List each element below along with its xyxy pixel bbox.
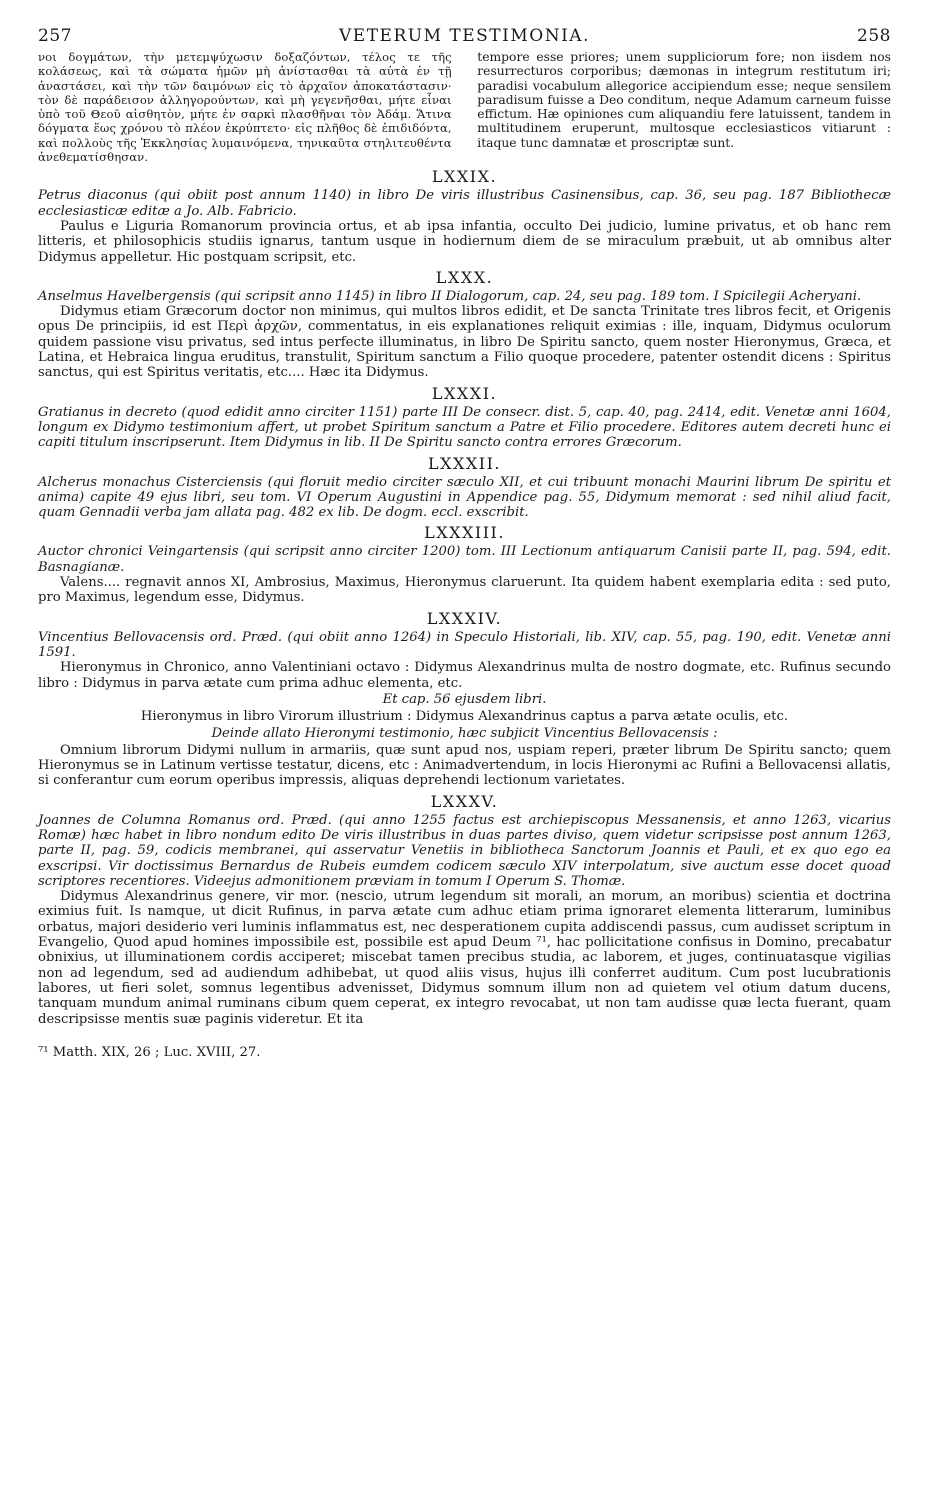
section-source: Joannes de Columna Romanus ord. Præd. (qui anno 1255 factus est archiepiscopus Messanensis, et anno 1263, vicarius Romæ) hæc habet in libro nondum edito De viris illustribus in duas partes diviso, quem videtur scripsisse post annum 1263, parte II, pag. 59, codicis membranei, qui asservatur Venetiis in bibliotheca Sanctorum Joannis et Pauli, et ex quo ego ea exscripsi. Vir doctissimus Bernardus de Rubeis eumdem codicem sæculo XIV interpolatum, sive auctum esse docet quoad scriptores recentiores. Videejus admonitionem præviam in tomum I Operum S. Thomæ.	[38, 812, 891, 889]
section-number: LXXXII.	[427, 453, 502, 473]
page-number-right: 258	[857, 26, 891, 46]
section-number: LXXXIII.	[424, 523, 505, 543]
quoted-line: Hieronymus in libro Virorum illustrium : Didymus Alexandrinus captus a parva ætate oculis, etc.	[140, 708, 789, 724]
running-title: VETERUM TESTIMONIA.	[339, 26, 590, 46]
section-source: Alcherus monachus Cisterciensis (qui floruit medio circiter sæculo XII, et cui tribuunt monachi Maurini librum De spiritu et anima) capite 49 ejus libri, seu tom. VI Operum Augustini in Appendice pag. 55, Didymum memorat : sed nihil aliud facit, quam Gennadii verba jam allata pag. 482 ex lib. De dogm. eccl. exscribit.	[38, 474, 891, 521]
subheading: Et cap. 56 ejusdem libri.	[382, 691, 547, 707]
section-81	[38, 384, 891, 451]
section-85	[38, 792, 891, 1027]
section-paragraph: Omnium librorum Didymi nullum in armariis, quæ sunt apud nos, uspiam reperi, præter librum De Spiritu sancto; quem Hieronymus se in Latinum vertisse testatur, dicens, etc : Animadvertendum, in locis Hieronymi ac Rufini a Bellovacensi allatis, si conferantur cum eorum operibus impressis, aliquas deprehendi lectionum varietates.	[38, 742, 891, 789]
section-number: LXXXV.	[430, 791, 499, 811]
section-79	[38, 167, 891, 264]
section-source: Auctor chronici Veingartensis (qui scripsit anno circiter 1200) tom. III Lectionum antiquarum Canisii parte II, pag. 594, edit. Basnagianæ.	[38, 544, 891, 575]
section-number: LXXXIV.	[426, 608, 503, 628]
section-source: Vincentius Bellovacensis ord. Præd. (qui obiit anno 1264) in Speculo Historiali, lib. XIV, cap. 55, pag. 190, edit. Venetæ anni 1591.	[38, 629, 891, 660]
section-80	[38, 268, 891, 381]
section-84	[38, 609, 891, 789]
page-number-left: 257	[38, 26, 72, 46]
section-source: Petrus diaconus (qui obiit post annum 1140) in libro De viris illustribus Casinensibus, cap. 36, seu pag. 187 Bibliothecæ ecclesiasticæ editæ a Jo. Alb. Fabricio.	[38, 188, 891, 219]
section-83	[38, 523, 891, 605]
section-paragraph: Paulus e Liguria Romanorum provincia ortus, et ab ipsa infantia, occulto Dei judicio, lumine privatus, et ob hanc rem litteris, et philosophicis studiis ignarus, tantum usque in hodiernum diem de se miraculum præbuit, ut ab omnibus alter Didymus appelletur. Hic postquam scripsit, etc.	[38, 218, 891, 265]
section-paragraph: Valens.... regnavit annos XI, Ambrosius, Maximus, Hieronymus claruerunt. Ita quidem habent exemplaria edita : sed puto, pro Maximus, legendum esse, Didymus.	[38, 575, 891, 606]
section-paragraph: Hieronymus in Chronico, anno Valentiniani octavo : Didymus Alexandrinus multa de nostro dogmate, etc. Rufinus secundo libro : Didymus in parva ætate cum prima adhuc elementa, etc.	[38, 660, 891, 691]
latin-column: tempore esse priores; unem suppliciorum fore; non iisdem nos resurrecturos corporibus; dæmonas in integrum restitutum iri; paradisi vocabulum allegorice accipiendum esse; neque sensilem paradisum fuisse a Deo conditum, neque Adamum carneum fuisse effictum. Hæ opiniones cum aliquandiu fere latuissent, tandem in multitudinem eruperunt, multosque ecclesiasticos vitiarunt : itaque tunc damnatæ et proscriptæ sunt.	[477, 50, 891, 150]
section-number: LXXX.	[435, 267, 494, 287]
section-paragraph: Didymus Alexandrinus genere, vir mor. (nescio, utrum legendum sit morali, an morum, an moribus) scientia et doctrina eximius fuit. Is namque, ut dicit Rufinus, in parva ætate cum adhuc etiam prima ignoraret elementa litterarum, luminibus orbatus, majori desiderio veri luminis inflammatus est, nec desperationem cupita addiscendi passus, cum audisset scriptum in Evangelio, Quod apud homines impossibile est, possibile est apud Deum ⁷¹, hac pollicitatione confisus in Domino, precabatur obnixius, ut illuminationem cordis acciperet; miscebat tamen precibus studia, ac laborem, et juges, continuatasque vigilias non ad legendum, sed ad audiendum adhibebat, ut quod aliis visus, hujus illi conferret auditum. Cum post lucubrationis labores, ut fieri solet, somnus legentibus advenisset, Didymus somnum illum non ad quietem vel otium datum ducens, tanquam mundum animal ruminans cibum quem ceperat, ex integro revocabat, ut non tam audisse quæ lecta fuerant, quam descripsisse mentis suæ paginis videretur. Et ita	[38, 889, 891, 1027]
subheading: Deinde allato Hieronymi testimonio, hæc subjicit Vincentius Bellovacensis :	[211, 725, 718, 741]
section-82	[38, 454, 891, 521]
greek-column: νοι δογμάτων, τὴν μετεμψύχωσιν δοξαζόντων, τέλος τε τῆς κολάσεως, καὶ τὰ σώματα ἡμῶν μὴ ἀνίστασθαι τὰ αὐτὰ ἐν τῇ ἀναστάσει, καὶ τὴν τῶν δαιμόνων εἰς τὸ ἀρχαῖον ἀποκατάστασιν· τὸν δὲ παράδεισον ἀλληγορούντων, καὶ μὴ γεγενῆσθαι, μήτε εἶναι ὑπὸ τοῦ Θεοῦ αἰσθητὸν, μήτε ἐν σαρκὶ πλασθῆναι τὸν Ἀδάμ. Ἅτινα δόγματα ἕως χρόνου τὸ πλέον ἐκρύπτετο· εἰς πλῆθος δὲ ἐπιδιδόντα, καὶ πολλοὺς τῆς Ἐκκλησίας λυμαινόμενα, τηνικαῦτα στηλιτευθέντα ἀνεθεματίσθησαν.	[38, 50, 452, 165]
section-number: LXXIX.	[431, 167, 498, 187]
section-paragraph: Didymus etiam Græcorum doctor non minimus, qui multos libros edidit, et De sancta Trinitate tres libros fecit, et Origenis opus De principiis, id est Περὶ ἀρχῶν, commentatus, in eis explanationes reliquit eximias : ille, inquam, Didymus oculorum quidem passione visu privatus, sed intus perfecte illuminatus, in libro De Spiritu sancto, quem noster Hieronymus, Græca, et Latina, et Hebraica lingua eruditus, transtulit, Spiritum sanctum a Filio quoque procedere, patenter ostendit dicens : Spiritus sanctus, qui est Spiritus veritatis, etc.... Hæc ita Didymus.	[38, 304, 891, 381]
section-number: LXXXI.	[431, 383, 498, 403]
two-column-block	[38, 50, 891, 164]
running-header	[38, 26, 891, 46]
section-source: Anselmus Havelbergensis (qui scripsit anno 1145) in libro II Dialogorum, cap. 24, seu pag. 189 tom. I Spicilegii Acheryani.	[38, 288, 862, 304]
footnote: ⁷¹ Matth. XIX, 26 ; Luc. XVIII, 27.	[38, 1044, 261, 1060]
section-source: Gratianus in decreto (quod edidit anno circiter 1151) parte III De consecr. dist. 5, cap. 40, pag. 2414, edit. Venetæ anni 1604, longum ex Didymo testimonium affert, ut probet Spiritum sanctum a Patre et Filio procedere. Editores autem decreti hunc ei capiti titulum inscripserunt. Item Didymus in lib. II De Spiritu sancto contra errores Græcorum.	[38, 404, 891, 451]
